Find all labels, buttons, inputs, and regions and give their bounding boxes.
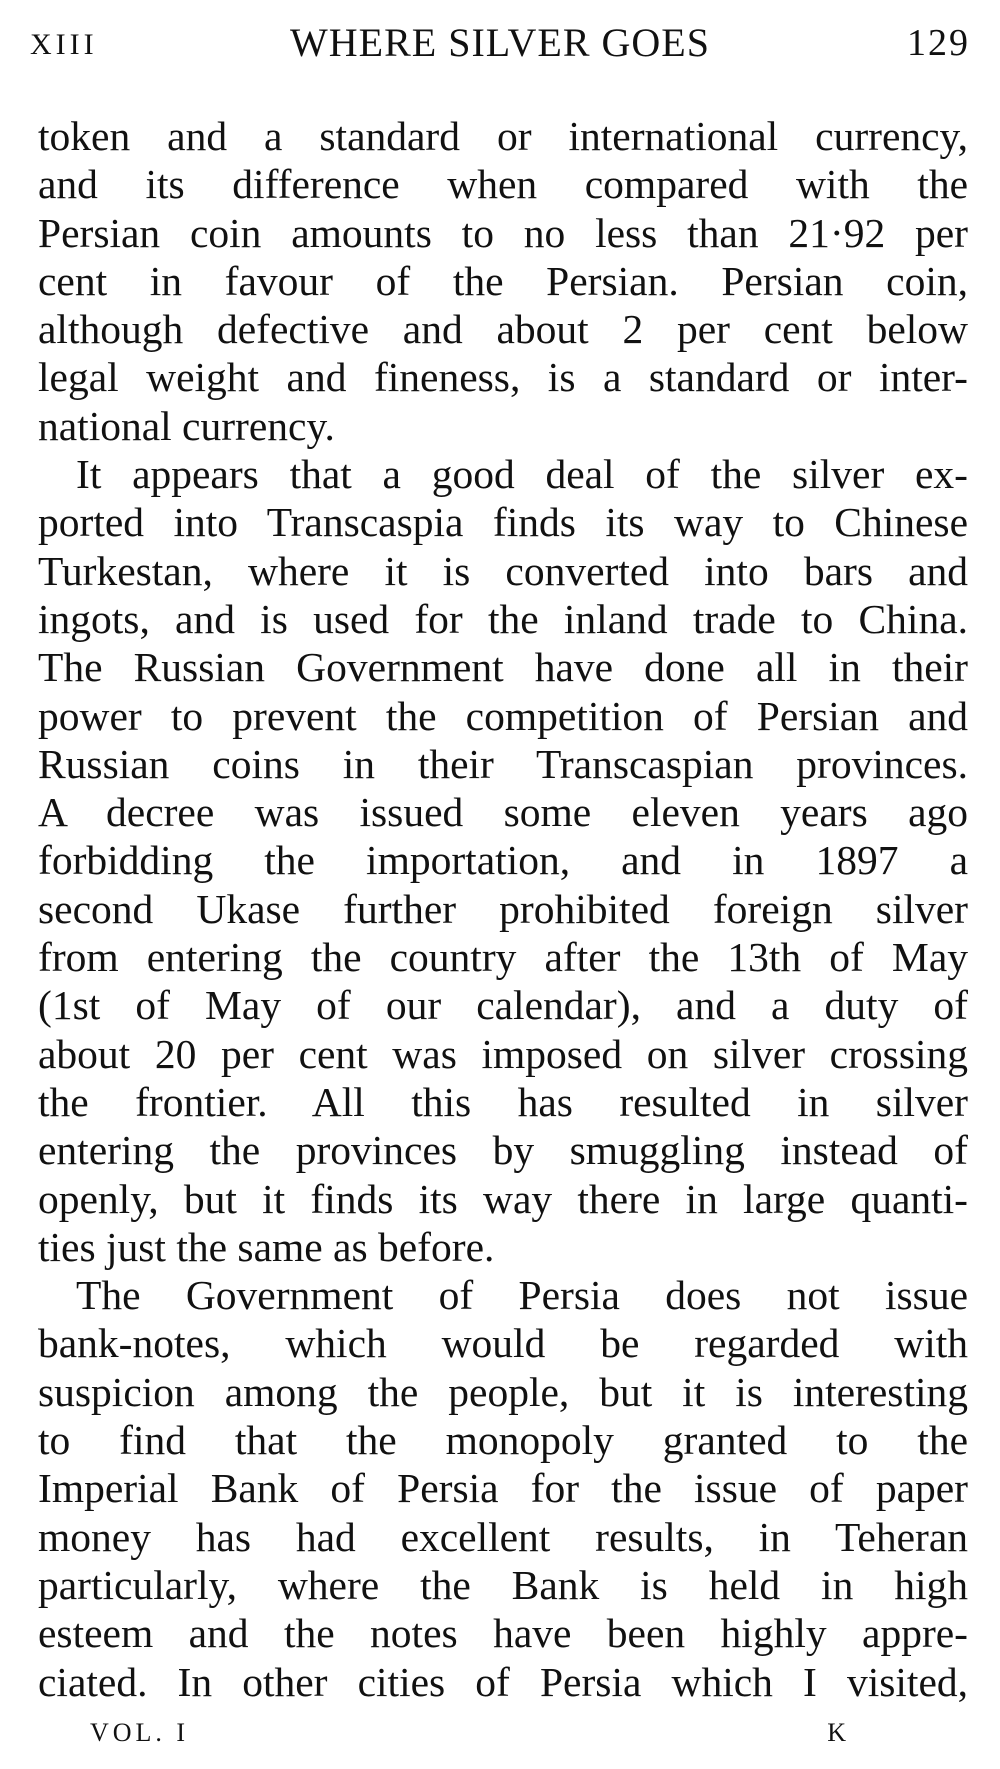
text-line: from entering the country after the 13th of May — [38, 934, 968, 981]
text-line: money has had excellent results, in Teheran — [38, 1513, 968, 1560]
text-line: legal weight and fineness, is a standard or inter- — [38, 354, 968, 401]
paragraph-1 — [38, 112, 968, 450]
text-line: bank-notes, which would be regarded with — [38, 1320, 968, 1367]
text-line: A decree was issued some eleven years ago — [38, 789, 968, 836]
text-line: suspicion among the people, but it is interesting — [38, 1368, 968, 1415]
text-line: and its difference when compared with the — [38, 161, 968, 208]
text-line: ported into Transcaspia finds its way to Chinese — [38, 499, 968, 546]
text-line: ciated. In other cities of Persia which I visited, — [38, 1658, 968, 1705]
chapter-number: XIII — [30, 28, 98, 61]
text-line: although defective and about 2 per cent below — [38, 306, 968, 353]
text-line: Persian coin amounts to no less than 21·92 per — [38, 209, 968, 256]
page-footer — [90, 1718, 850, 1758]
text-line: power to prevent the competition of Persian and — [38, 692, 968, 739]
text-line: Imperial Bank of Persia for the issue of paper — [38, 1465, 968, 1512]
text-line: openly, but it finds its way there in large quanti- — [38, 1175, 968, 1222]
text-line: forbidding the importation, and in 1897 a — [38, 837, 968, 884]
running-title: WHERE SILVER GOES — [290, 20, 710, 65]
text-line: token and a standard or international currency, — [38, 113, 968, 159]
text-line: national currency. — [38, 402, 335, 449]
text-line: particularly, where the Bank is held in high — [38, 1561, 968, 1608]
text-line: The Russian Government have done all in their — [38, 644, 968, 691]
paragraph-2 — [38, 450, 968, 1271]
text-line: the frontier. All this has resulted in silver — [38, 1078, 968, 1125]
text-line: ties just the same as before. — [38, 1223, 495, 1270]
text-line: to find that the monopoly granted to the — [38, 1417, 968, 1464]
text-line: second Ukase further prohibited foreign silver — [38, 885, 968, 932]
signature-mark: K — [827, 1718, 850, 1747]
text-line: ingots, and is used for the inland trade to China. — [38, 595, 968, 642]
text-line: about 20 per cent was imposed on silver crossing — [38, 1030, 968, 1077]
paragraph-3 — [38, 1271, 968, 1706]
text-line: It appears that a good deal of the silver ex- — [76, 451, 968, 498]
text-line: Russian coins in their Transcaspian provinces. — [38, 740, 968, 787]
body-text — [38, 112, 968, 1706]
text-line: cent in favour of the Persian. Persian coin, — [38, 257, 968, 304]
text-line: Turkestan, where it is converted into bars and — [38, 547, 968, 594]
text-line: (1st of May of our calendar), and a duty of — [38, 982, 968, 1029]
page-number: 129 — [907, 22, 970, 64]
volume-mark: VOL. I — [90, 1718, 190, 1747]
text-line: entering the provinces by smuggling instead of — [38, 1127, 968, 1174]
text-line: The Government of Persia does not issue — [76, 1272, 968, 1319]
running-head — [30, 18, 970, 68]
text-line: esteem and the notes have been highly appre- — [38, 1610, 968, 1657]
